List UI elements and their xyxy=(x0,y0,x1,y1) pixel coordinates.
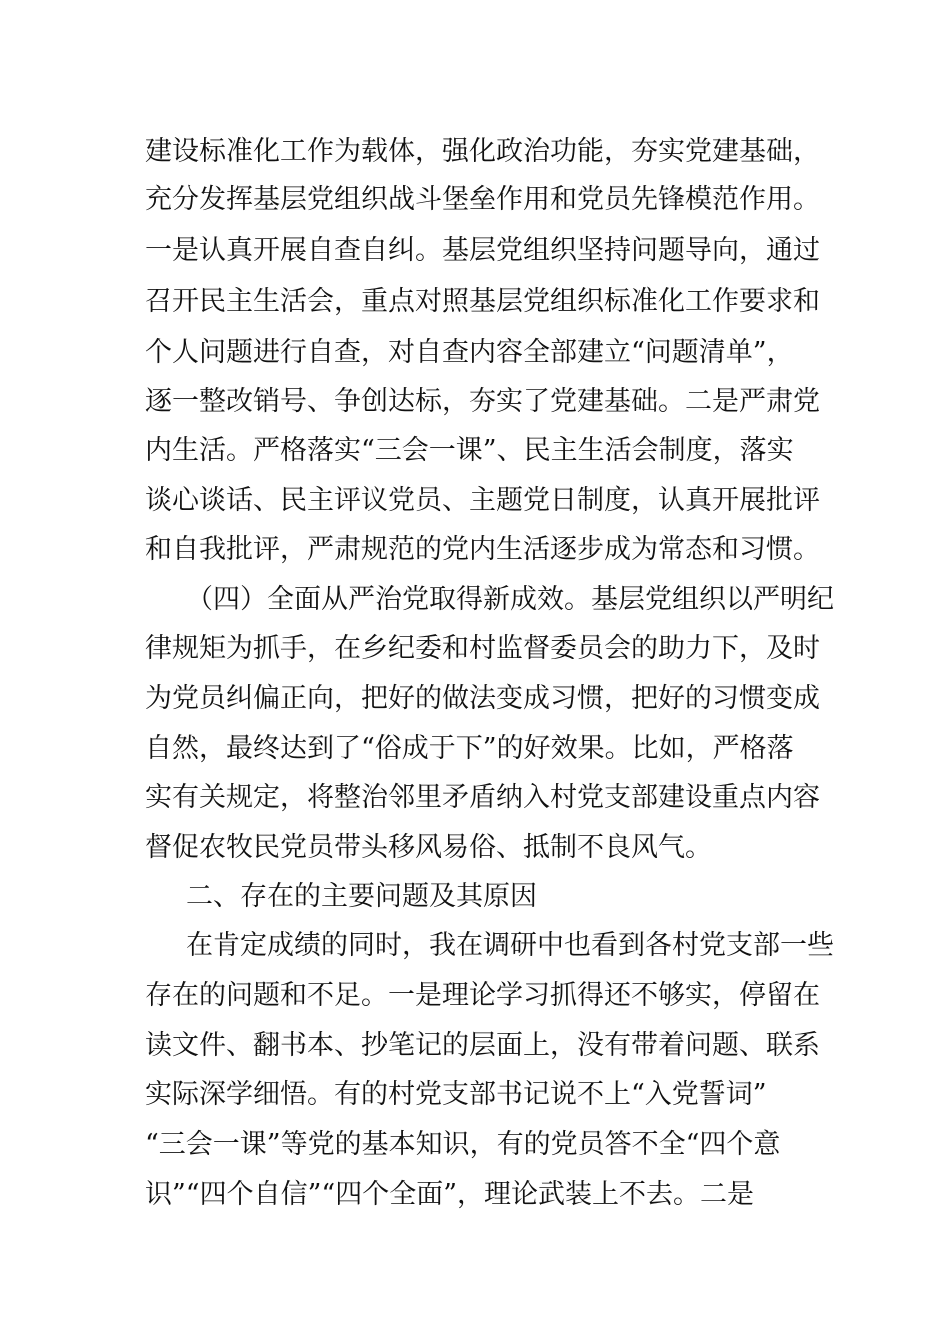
text-line: 为党员纠偏正向，把好的做法变成习惯，把好的习惯变成 xyxy=(145,683,820,714)
section-heading-two: 二、存在的主要问题及其原因 xyxy=(186,881,537,912)
text-line: 个人问题进行自查，对自查内容全部建立“问题清单”， xyxy=(145,337,794,368)
text-line: “三会一课”等党的基本知识，有的党员答不全“四个意 xyxy=(145,1129,781,1160)
text-line: 内生活。严格落实“三会一课”、民主生活会制度，落实 xyxy=(145,435,794,466)
text-line: 自然，最终达到了“俗成于下”的好效果。比如，严格落 xyxy=(145,733,794,764)
text-line: 督促农牧民党员带头移风易俗、抵制不良风气。 xyxy=(145,832,712,863)
text-line: 谈心谈话、民主评议党员、主题党日制度，认真开展批评 xyxy=(145,485,820,516)
text-line: 读文件、翻书本、抄笔记的层面上，没有带着问题、联系 xyxy=(145,1030,820,1061)
text-line: 建设标准化工作为载体，强化政治功能，夯实党建基础， xyxy=(145,136,820,167)
text-line: 和自我批评，严肃规范的党内生活逐步成为常态和习惯。 xyxy=(145,534,820,565)
paragraph-start: 在肯定成绩的同时，我在调研中也看到各村党支部一些 xyxy=(186,930,834,961)
text-line: 存在的问题和不足。一是理论学习抓得还不够实，停留在 xyxy=(145,980,820,1011)
text-line: 实际深学细悟。有的村党支部书记说不上“入党誓词” xyxy=(145,1079,767,1110)
text-line: 识”“四个自信”“四个全面”，理论武装上不去。二是 xyxy=(145,1179,755,1210)
text-line: 充分发挥基层党组织战斗堡垒作用和党员先锋模范作用。 xyxy=(145,184,820,215)
text-line: 召开民主生活会，重点对照基层党组织标准化工作要求和 xyxy=(145,286,820,317)
text-line: 实有关规定，将整治邻里矛盾纳入村党支部建设重点内容 xyxy=(145,782,820,813)
section-heading-four: （四）全面从严治党取得新成效。基层党组织以严明纪 xyxy=(186,584,834,615)
text-line: 一是认真开展自查自纠。基层党组织坚持问题导向，通过 xyxy=(145,235,820,266)
text-line: 逐一整改销号、争创达标，夯实了党建基础。二是严肃党 xyxy=(145,386,820,417)
text-line: 律规矩为抓手，在乡纪委和村监督委员会的助力下，及时 xyxy=(145,633,820,664)
